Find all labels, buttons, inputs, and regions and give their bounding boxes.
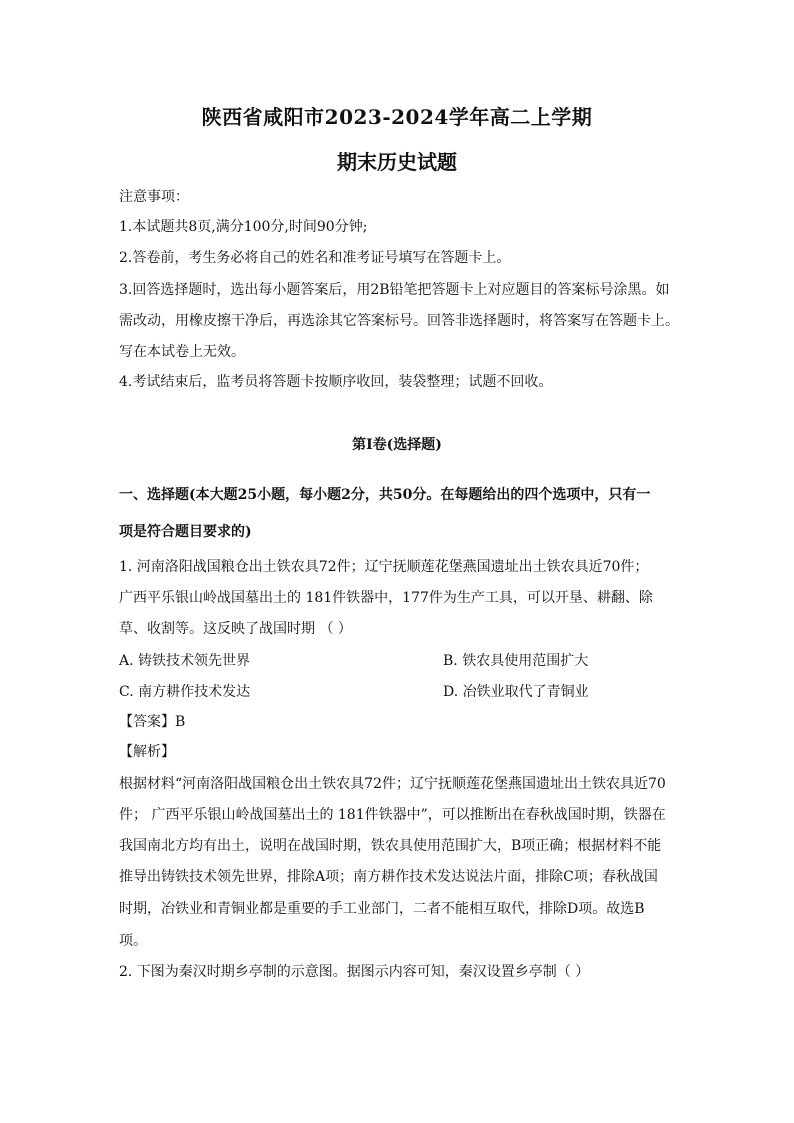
analysis-text: 推导出铸铁技术领先世界，排除A项；南方耕作技术发达说法片面，排除C项；春秋战国 bbox=[119, 869, 658, 885]
option-a: A. 铸铁技术领先世界 bbox=[119, 653, 251, 669]
answer: 【答案】B bbox=[119, 714, 186, 730]
analysis-text: 时期，冶铁业和青铜业都是重要的手工业部门，二者不能相互取代，排除D项。故选B bbox=[119, 901, 645, 917]
question-stem: 2. 下图为秦汉时期乡亭制的示意图。据图示内容可知，秦汉设置乡亭制（ ） bbox=[119, 964, 590, 980]
analysis-label: 【解析】 bbox=[119, 744, 175, 760]
notice-item: 需改动，用橡皮擦干净后，再选涂其它答案标号。回答非选择题时，将答案写在答题卡上。 bbox=[119, 313, 679, 329]
option-d: D. 冶铁业取代了青铜业 bbox=[443, 684, 589, 700]
section-instruction: 项是符合题目要求的) bbox=[119, 524, 252, 540]
option-c: C. 南方耕作技术发达 bbox=[119, 684, 251, 700]
section-title: 第Ⅰ卷(选择题) bbox=[352, 437, 442, 453]
option-b: B. 铁农具使用范围扩大 bbox=[443, 653, 589, 669]
question-stem: 广西平乐银山岭战国墓出土的 181件铁器中，177件为生产工具，可以开垦、耕翻、除 bbox=[119, 590, 653, 606]
analysis-text: 件； 广西平乐银山岭战国墓出土的 181件铁器中”，可以推断出在春秋战国时期，铁器在 bbox=[119, 807, 666, 823]
section-instruction: 一、选择题(本大题25小题，每小题2分，共50分。在每题给出的四个选项中，只有一 bbox=[119, 487, 651, 503]
notice-item: 1.本试题共8页,满分100分,时间90分钟; bbox=[119, 219, 368, 235]
notice-item: 4.考试结束后，监考员将答题卡按顺序收回，装袋整理；试题不回收。 bbox=[119, 374, 553, 390]
page-subtitle: 期末历史试题 bbox=[337, 150, 457, 174]
analysis-text: 根据材料“河南洛阳战国粮仓出土铁农具72件；辽宁抚顺莲花堡燕国遗址出土铁农具近70 bbox=[119, 776, 666, 792]
question-stem: 1. 河南洛阳战国粮仓出土铁农具72件；辽宁抚顺莲花堡燕国遗址出土铁农具近70件； bbox=[119, 559, 649, 575]
analysis-text: 我国南北方均有出土，说明在战国时期，铁农具使用范围扩大，B项正确；根据材料不能 bbox=[119, 838, 662, 854]
analysis-text: 项。 bbox=[119, 933, 147, 949]
notice-heading: 注意事项： bbox=[119, 189, 189, 205]
notice-item: 3.回答选择题时，选出每小题答案后，用2B铅笔把答题卡上对应题目的答案标号涂黑。如 bbox=[119, 282, 670, 298]
page-title: 陕西省咸阳市2023-2024学年高二上学期 bbox=[201, 105, 593, 129]
notice-item: 2.答卷前，考生务必将自己的姓名和准考证号填写在答题卡上。 bbox=[119, 250, 511, 266]
question-stem: 草、收割等。这反映了战国时期 （ ） bbox=[119, 621, 352, 637]
notice-item: 写在本试卷上无效。 bbox=[119, 344, 245, 360]
